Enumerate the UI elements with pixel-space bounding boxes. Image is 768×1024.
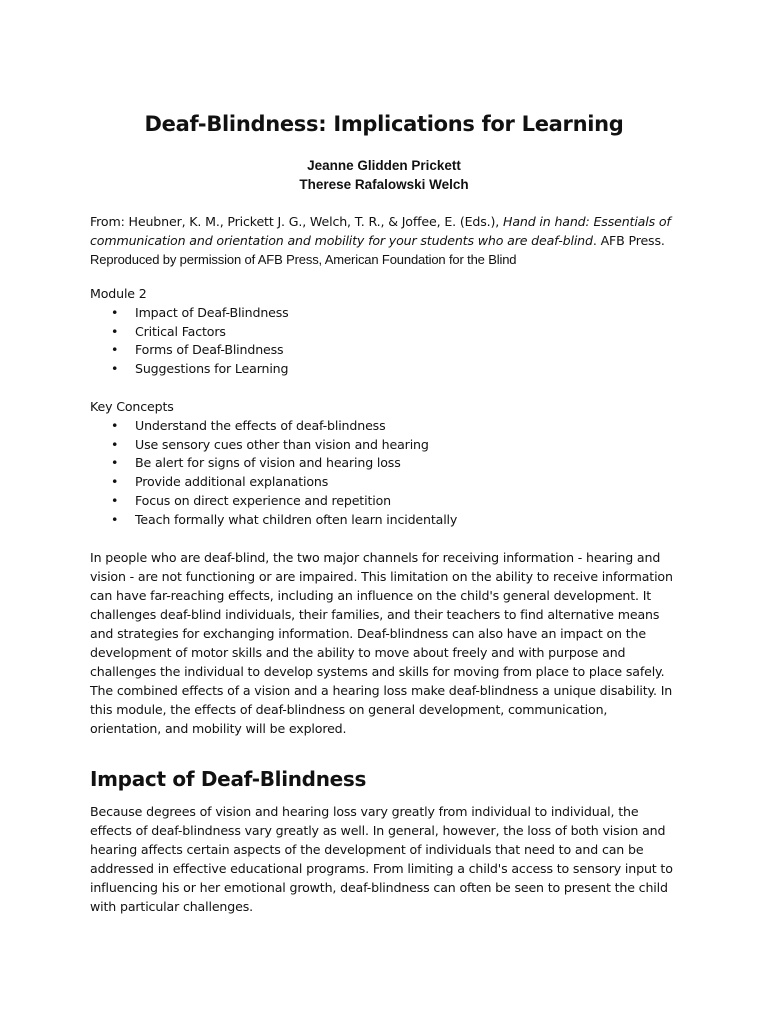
- author-name: Jeanne Glidden Prickett: [307, 158, 461, 173]
- key-concepts-list: [90, 417, 680, 530]
- bullet-icon: •: [111, 511, 119, 527]
- section-paragraph: Because degrees of vision and hearing loss vary greatly from individual to individual, the effects of deaf-blindness vary greatly as well. In general, however, the loss of both vision and hearing affects certain aspects of the development of individuals that need to and can be addressed in effective educational programs. From limiting a child's access to sensory input to influencing his or her emotional growth, deaf-blindness can often be seen to present the child with particular challenges.: [90, 804, 673, 914]
- list-item: • Suggestions for Learning: [135, 360, 680, 379]
- bullet-icon: •: [111, 304, 119, 320]
- bullet-icon: •: [111, 342, 119, 358]
- module-list: [90, 304, 680, 379]
- key-concepts-label: Key Concepts: [90, 399, 174, 414]
- document-title: Deaf-Blindness: Implications for Learning: [144, 112, 624, 136]
- list-item: • Critical Factors: [135, 323, 680, 342]
- source-citation: [90, 212, 680, 269]
- bullet-icon: •: [111, 417, 119, 433]
- reproduction-notice: Reproduced by permission of AFB Press, American Foundation for the Blind: [90, 252, 517, 267]
- list-item: • Teach formally what children often learn incidentally: [135, 511, 680, 530]
- key-concepts-section: [90, 398, 680, 530]
- citation-prefix: From: Heubner, K. M., Prickett J. G., Welch, T. R., & Joffee, E. (Eds.),: [90, 214, 503, 229]
- module-label: Module 2: [90, 286, 147, 301]
- bullet-icon: •: [111, 492, 119, 508]
- citation-book-title: Hand in hand: Essentials of communication and orientation and mobility for your students who are deaf-blind: [90, 214, 671, 248]
- bullet-icon: •: [111, 436, 119, 452]
- bullet-icon: •: [111, 361, 119, 377]
- list-item: • Impact of Deaf-Blindness: [135, 304, 680, 323]
- list-item: • Forms of Deaf-Blindness: [135, 341, 680, 360]
- author-block: [90, 156, 678, 194]
- bullet-icon: •: [111, 323, 119, 339]
- author-name: Therese Rafalowski Welch: [299, 177, 469, 192]
- list-item: • Be alert for signs of vision and hearing loss: [135, 454, 680, 473]
- section-heading: Impact of Deaf-Blindness: [90, 767, 367, 791]
- list-item: • Understand the effects of deaf-blindness: [135, 417, 680, 436]
- intro-paragraph: In people who are deaf-blind, the two major channels for receiving information - hearing and vision - are not functioning or are impaired. This limitation on the ability to receive information can have far-reaching effects, including an influence on the child's general development. It challenges deaf-blind individuals, their families, and their teachers to find alternative means and strategies for exchanging information. Deaf-blindness can also have an impact on the development of motor skills and the ability to move about freely and with purpose and challenges the individual to develop systems and skills for moving from place to place safely. The combined effects of a vision and a hearing loss make deaf-blindness a unique disability. In this module, the effects of deaf-blindness on general development, communication, orientation, and mobility will be explored.: [90, 550, 673, 736]
- list-item: • Focus on direct experience and repetition: [135, 492, 680, 511]
- citation-suffix: . AFB Press.: [592, 233, 665, 248]
- list-item: • Provide additional explanations: [135, 473, 680, 492]
- list-item: • Use sensory cues other than vision and hearing: [135, 436, 680, 455]
- bullet-icon: •: [111, 474, 119, 490]
- bullet-icon: •: [111, 455, 119, 471]
- module-section: [90, 285, 680, 379]
